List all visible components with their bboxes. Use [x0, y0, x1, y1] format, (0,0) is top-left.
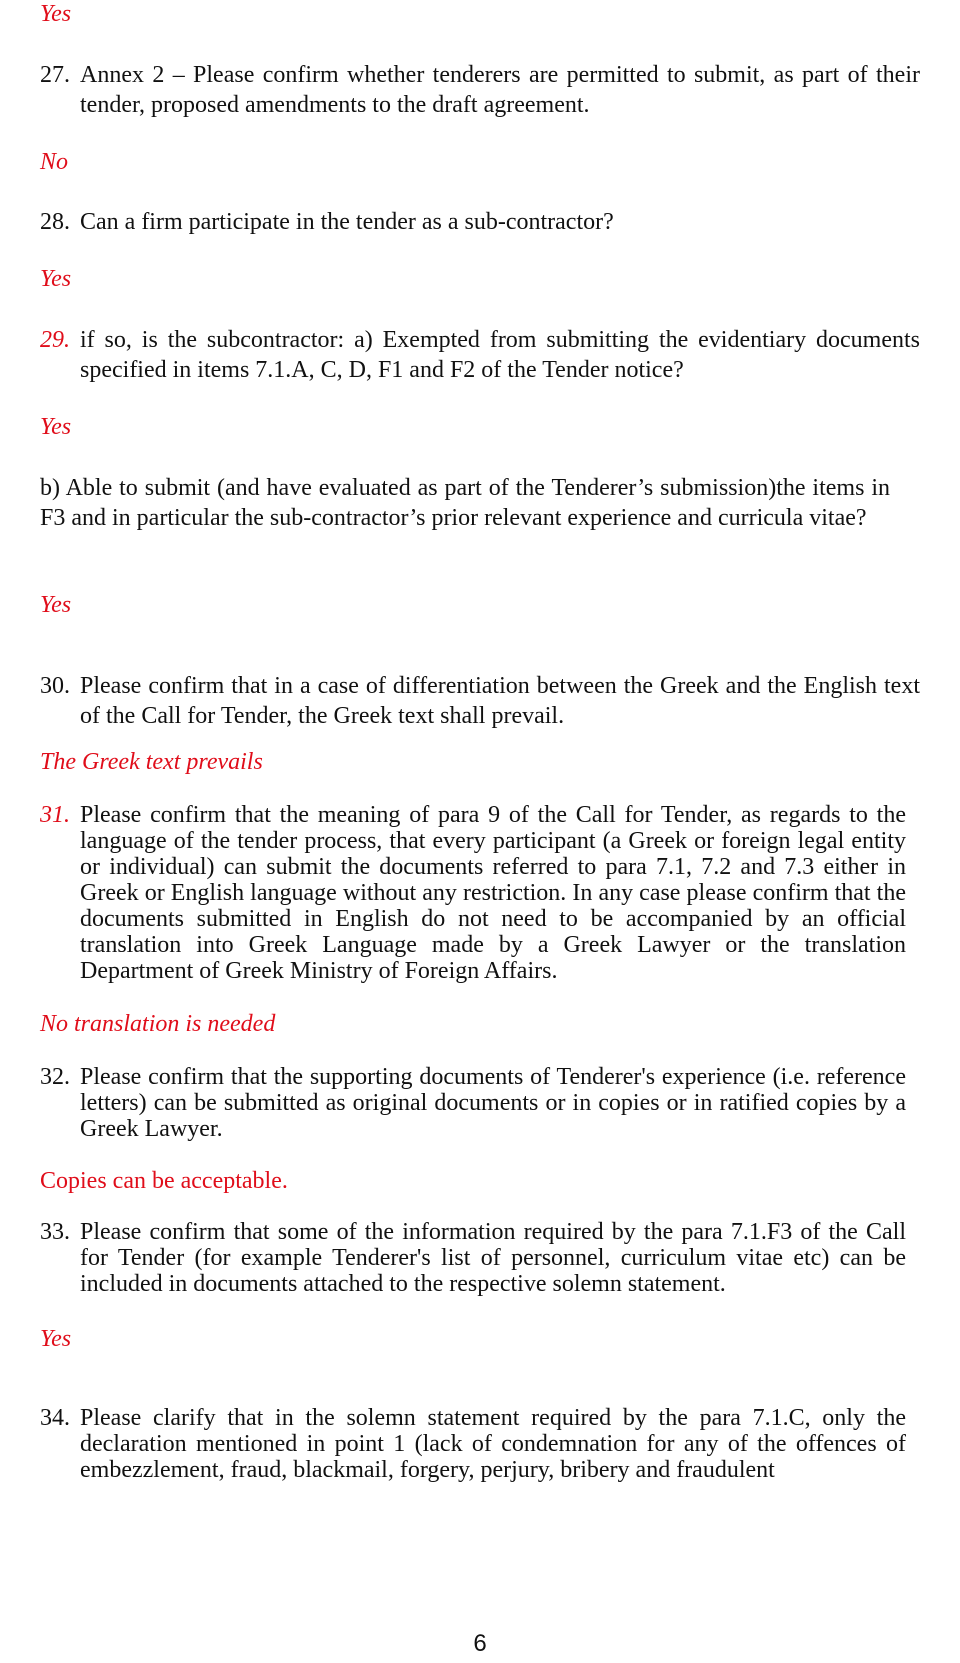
answer-31: No translation is needed — [40, 1011, 276, 1037]
question-29 — [40, 325, 920, 385]
question-number: 28. — [40, 209, 70, 235]
question-30 — [40, 671, 920, 731]
question-text: Annex 2 – Please confirm whether tenderers are permitted to submit, as part of their tender, proposed amendments to the draft agreement. — [80, 62, 920, 118]
question-text: Please confirm that the meaning of para 9 of the Call for Tender, as regards to the language of the tender process, that every participant (a Greek or foreign legal entity or individual) can submit the documents referred to para 7.1, 7.2 and 7.3 either in Greek or English language without any restriction. In any case please confirm that the documents submitted in English do not need to be accompanied by an official translation into Greek Language made by a Greek Lawyer or the translation Department of Greek Ministry of Foreign Affairs. — [80, 802, 906, 984]
answer-33: Yes — [40, 1326, 72, 1352]
question-32 — [40, 1064, 906, 1142]
question-33 — [40, 1219, 906, 1297]
question-text: Please confirm that some of the information required by the para 7.1.F3 of the Call for Tender (for example Tenderer's list of personnel, curriculum vitae etc) can be included in documents attached to the respective solemn statement. — [80, 1219, 906, 1297]
answer-32: Copies can be acceptable. — [40, 1168, 288, 1194]
question-number: 31. — [40, 802, 70, 828]
question-number: 30. — [40, 673, 70, 699]
question-text: Please clarify that in the solemn statement required by the para 7.1.C, only the declaration mentioned in point 1 (lack of condemnation for any of the offences of embezzlement, fraud, blackmail, forgery, perjury, bribery and fraudulent — [80, 1405, 906, 1483]
answer-26: Yes — [40, 1, 72, 27]
answer-30: The Greek text prevails — [40, 749, 263, 775]
question-number: 33. — [40, 1219, 70, 1245]
question-number: 32. — [40, 1064, 70, 1090]
question-28 — [40, 207, 920, 237]
page-number: 6 — [473, 1630, 487, 1657]
answer-29a: Yes — [40, 414, 72, 440]
question-text: Can a firm participate in the tender as a sub-contractor? — [80, 209, 614, 235]
question-29b: b) Able to submit (and have evaluated as part of the Tenderer’s submission)the items in F3 and in particular the sub-contractor’s prior relevant experience and curricula vitae? — [40, 475, 890, 531]
question-27 — [40, 60, 920, 120]
question-text: Please confirm that the supporting documents of Tenderer's experience (i.e. reference letters) can be submitted as original documents or in copies or in ratified copies by a Greek Lawyer. — [80, 1064, 906, 1142]
answer-28: Yes — [40, 266, 72, 292]
question-number: 29. — [40, 327, 70, 353]
answer-29b: Yes — [40, 592, 72, 618]
answer-27: No — [40, 149, 69, 175]
question-text: if so, is the subcontractor: a) Exempted from submitting the evidentiary documents specified in items 7.1.A, C, D, F1 and F2 of the Tender notice? — [80, 327, 920, 383]
question-text: Please confirm that in a case of differentiation between the Greek and the English text of the Call for Tender, the Greek text shall prevail. — [80, 673, 920, 729]
question-31 — [40, 802, 906, 984]
question-34 — [40, 1405, 906, 1483]
question-number: 34. — [40, 1405, 70, 1431]
question-number: 27. — [40, 62, 70, 88]
